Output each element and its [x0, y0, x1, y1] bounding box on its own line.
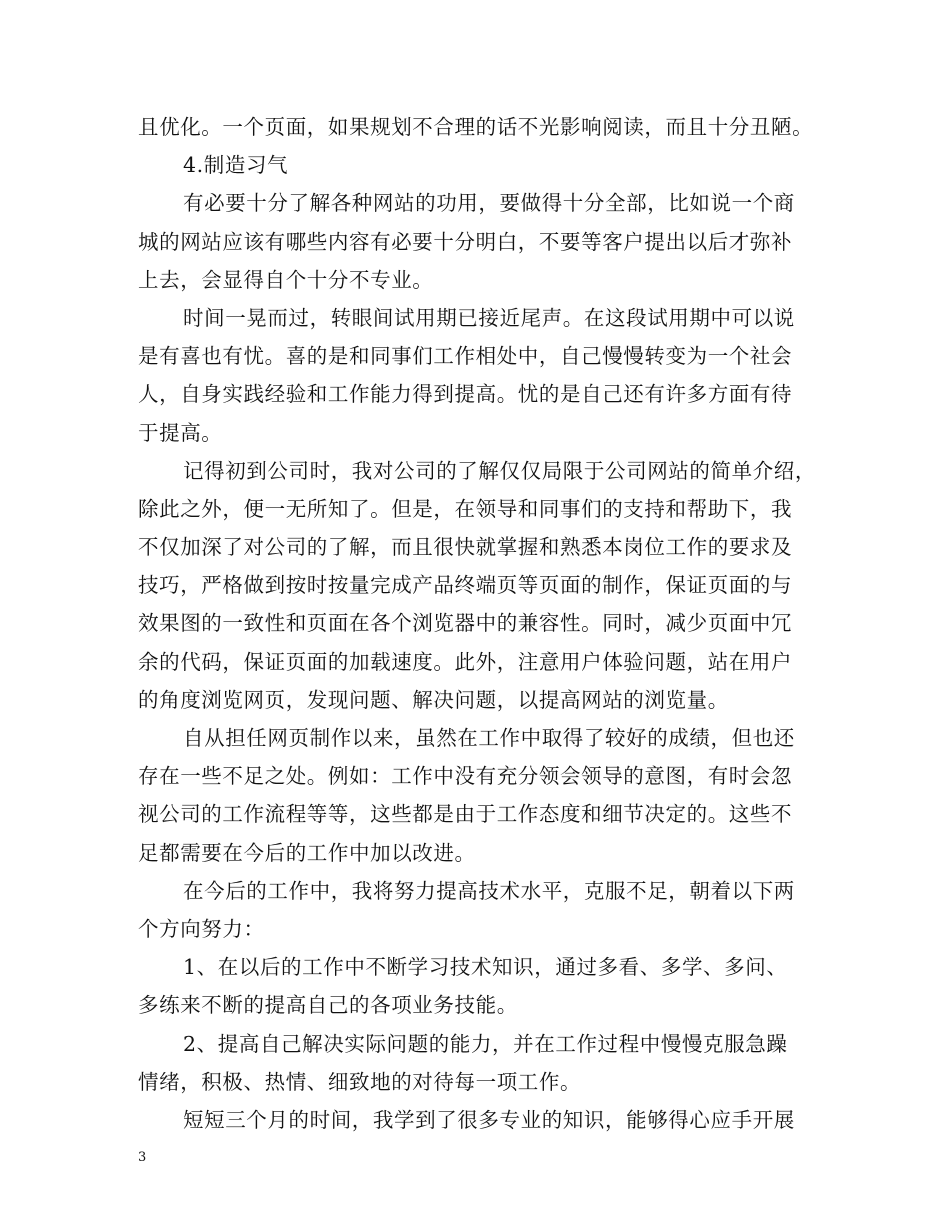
text-line: 技巧，严格做到按时按量完成产品终端页等页面的制作，保证页面的与	[138, 573, 793, 598]
text-line: 除此之外，便一无所知了。但是，在领导和同事们的支持和帮助下，我	[138, 496, 793, 521]
text-line: 记得初到公司时，我对公司的了解仅仅局限于公司网站的简单介绍，	[183, 458, 816, 483]
list-item: 2、提高自己解决实际问题的能力，并在工作过程中慢慢克服急躁	[183, 1031, 788, 1056]
text-line: 存在一些不足之处。例如：工作中没有充分领会领导的意图，有时会忽	[138, 764, 793, 789]
list-item-continuation: 多练来不断的提高自己的各项业务技能。	[138, 993, 518, 1018]
section-heading: 4.制造习气	[183, 153, 289, 178]
text-line: 有必要十分了解各种网站的功用，要做得十分全部，比如说一个商	[183, 191, 795, 216]
page-number: 3	[138, 1150, 147, 1165]
text-line: 个方向努力：	[138, 916, 265, 941]
text-line: 且优化。一个页面，如果规划不合理的话不光影响阅读，而且十分丑陋。	[138, 115, 814, 139]
text-line: 视公司的工作流程等等，这些都是由于工作态度和细节决定的。这些不	[138, 802, 793, 827]
text-line: 足都需要在今后的工作中加以改进。	[138, 840, 476, 865]
text-line: 自从担任网页制作以来，虽然在工作中取得了较好的成绩，但也还	[183, 726, 795, 750]
document-body	[138, 108, 828, 1139]
text-line: 的角度浏览网页，发现问题、解决问题，以提高网站的浏览量。	[138, 687, 729, 712]
text-line: 短短三个月的时间，我学到了很多专业的知识，能够得心应手开展	[183, 1107, 795, 1132]
text-line: 不仅加深了对公司的了解，而且很快就掌握和熟悉本岗位工作的要求及	[138, 535, 793, 560]
text-line: 效果图的一致性和页面在各个浏览器中的兼容性。同时，减少页面中冗	[138, 611, 793, 636]
list-item-continuation: 情绪，积极、热情、细致地的对待每一项工作。	[138, 1069, 582, 1094]
text-line: 时间一晃而过，转眼间试用期已接近尾声。在这段试用期中可以说	[183, 305, 795, 330]
text-line: 城的网站应该有哪些内容有必要十分明白，不要等客户提出以后才弥补	[138, 229, 793, 254]
list-item: 1、在以后的工作中不断学习技术知识，通过多看、多学、多问、	[183, 955, 788, 980]
text-line: 上去，会显得自个十分不专业。	[138, 267, 434, 292]
text-line: 在今后的工作中，我将努力提高技术水平，克服不足，朝着以下两	[183, 878, 795, 903]
text-line: 人，自身实践经验和工作能力得到提高。忧的是自己还有许多方面有待	[138, 382, 793, 407]
text-line: 于提高。	[138, 420, 223, 445]
text-line: 余的代码，保证页面的加载速度。此外，注意用户体验问题，站在用户	[138, 649, 793, 674]
text-line: 是有喜也有忧。喜的是和同事们工作相处中，自己慢慢转变为一个社会	[138, 344, 793, 369]
